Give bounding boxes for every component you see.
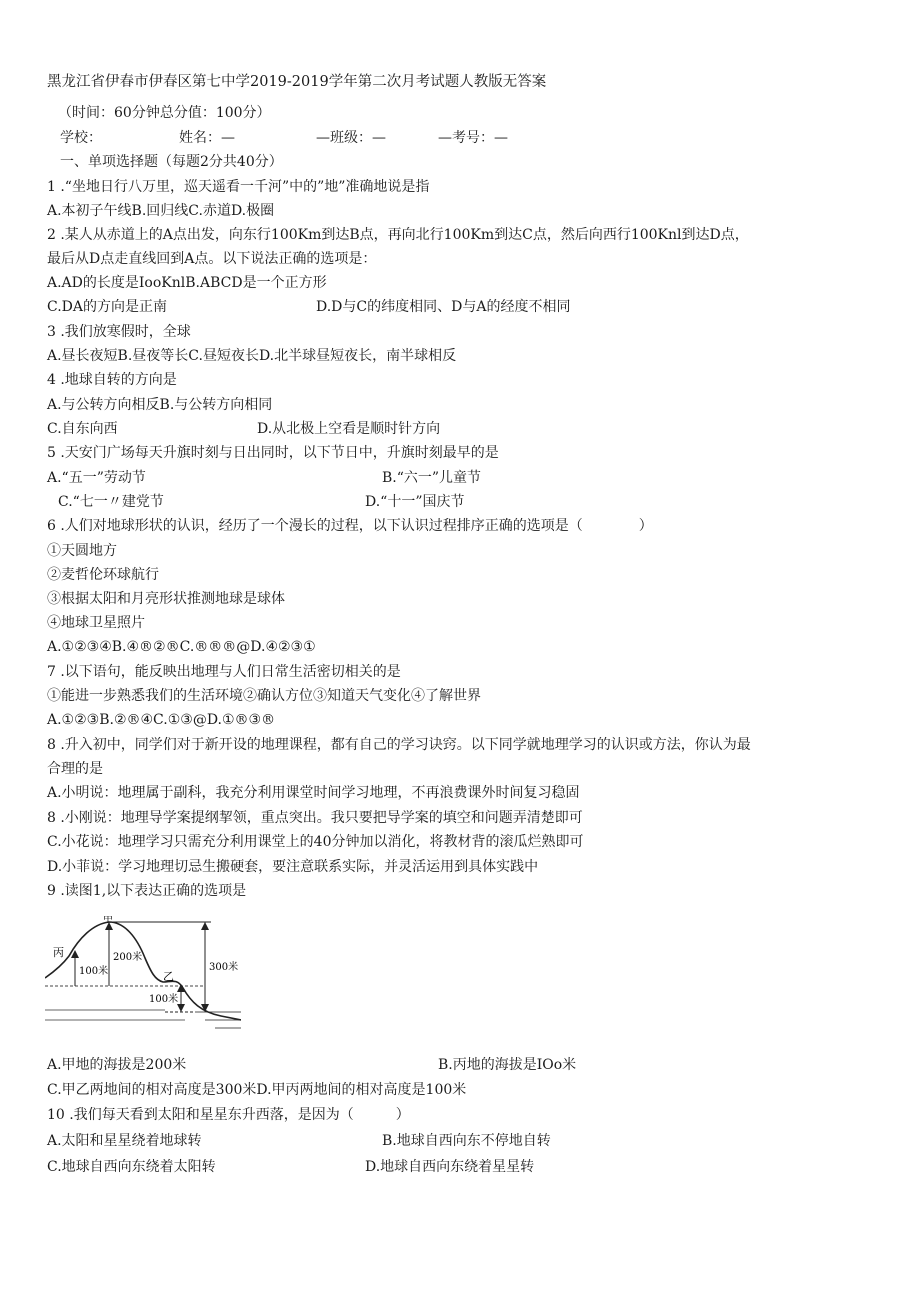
question-6-item-3: ③根据太阳和月亮形状推测地球是球体 xyxy=(47,591,285,607)
question-9-stem: 9 .读图1,以下表达正确的选项是 xyxy=(47,883,247,899)
question-6-item-4: ④地球卫星照片 xyxy=(47,615,145,631)
question-8-stem-cont: 合理的是 xyxy=(47,761,103,777)
question-9-option-b: B.丙地的海拔是IOo米 xyxy=(438,1057,577,1073)
label-bing: 丙 xyxy=(53,946,64,959)
figure-1-terrain-profile xyxy=(45,916,241,1038)
question-10-option-d: D.地球自西向东绕着星星转 xyxy=(365,1159,535,1175)
question-7-stem: 7 .以下语句，能反映出地理与人们日常生活密切相关的是 xyxy=(47,664,401,680)
label-jia: 甲 xyxy=(103,916,113,925)
question-4-option-ab: A.与公转方向相反B.与公转方向相同 xyxy=(47,397,273,413)
question-2-stem: 2 .某人从赤道上的A点出发，向东行100Km到达B点，再向北行100Km到达C点，然后向西行100Knl到达D点， xyxy=(47,227,749,243)
question-2-stem-cont: 最后从D点走直线回到A点。以下说法正确的选项是： xyxy=(47,251,377,267)
name-field-label: 姓名：— xyxy=(179,130,235,146)
height-300-bottom-arrow xyxy=(201,1004,209,1012)
question-10-option-b: B.地球自西向东不停地自转 xyxy=(382,1133,551,1149)
question-9-option-cd: C.甲乙两地间的相对高度是300米D.甲丙两地间的相对高度是100米 xyxy=(47,1082,467,1098)
question-7-options: A.①②③B.②®④C.①③@D.①®③® xyxy=(47,712,276,728)
question-8-option-b: 8 .小刚说：地理导学案提纲挈领，重点突出。我只要把导学案的填空和问题弄清楚即可 xyxy=(47,810,583,826)
question-4-stem: 4 .地球自转的方向是 xyxy=(47,372,177,388)
question-1-stem: 1 .“坐地日行八万里，巡天遥看一千河”中的”地”准确地说是指 xyxy=(47,179,430,195)
class-field-label: —班级：— xyxy=(316,130,386,146)
section-heading: 一、单项选择题（每题2分共40分） xyxy=(60,154,283,170)
school-field-label: 学校： xyxy=(60,130,102,146)
question-8-option-a: A.小明说：地理属于副科，我充分利用课堂时间学习地理，不再浪费课外时间复习稳固 xyxy=(47,785,580,801)
height-100b-bottom-arrow xyxy=(177,1004,185,1012)
question-9-option-a: A.甲地的海拔是200米 xyxy=(47,1057,187,1073)
question-6-options: A.①②③④B.④®②®C.®®®@D.④②③① xyxy=(47,639,316,655)
label-300m: 300米 xyxy=(209,962,239,973)
question-4-option-c: C.自东向西 xyxy=(47,421,118,437)
exam-number-field-label: —考号：— xyxy=(438,130,508,146)
time-score-line: （时间：60分钟总分值：100分） xyxy=(58,105,271,121)
question-2-option-ab: A.AD的长度是IooKnlB.ABCD是一个正方形 xyxy=(47,275,327,291)
question-5-option-d: D.“十一”国庆节 xyxy=(365,494,465,510)
height-300-top-arrow xyxy=(201,922,209,930)
question-10-stem: 10 .我们每天看到太阳和星星东升西落，是因为（ ） xyxy=(47,1107,410,1123)
question-2-option-c: C.DA的方向是正南 xyxy=(47,299,167,315)
question-5-option-b: B.“六一”儿童节 xyxy=(382,470,482,486)
question-10-option-a: A.太阳和星星绕着地球转 xyxy=(47,1133,202,1149)
label-100m-b: 100米 xyxy=(149,994,179,1005)
question-8-option-d: D.小菲说：学习地理切忌生搬硬套，要注意联系实际，并灵活运用到具体实践中 xyxy=(47,859,539,875)
question-7-items: ①能进一步熟悉我们的生活环境②确认方位③知道天气变化④了解世界 xyxy=(47,688,481,704)
question-6-item-1: ①天圆地方 xyxy=(47,543,117,559)
question-5-option-a: A.“五一”劳动节 xyxy=(47,470,146,486)
question-3-stem: 3 .我们放寒假时，全球 xyxy=(47,324,191,340)
label-200m: 200米 xyxy=(113,952,143,963)
question-6-stem: 6 .人们对地球形状的认识，经历了一个漫长的过程，以下认识过程排序正确的选项是（ ） xyxy=(47,518,653,534)
question-1-options: A.本初子午线B.回归线C.赤道D.极圈 xyxy=(47,203,275,219)
terrain-profile-svg xyxy=(45,916,241,1038)
label-yi: 乙 xyxy=(163,970,174,983)
label-100m-a: 100米 xyxy=(79,966,109,977)
question-8-option-c: C.小花说：地理学习只需充分利用课堂上的40分钟加以消化，将教材背的滚瓜烂熟即可 xyxy=(47,834,584,850)
question-4-option-d: D.从北极上空看是顺时针方向 xyxy=(257,421,441,437)
question-2-option-d: D.D与C的纬度相同、D与A的经度不相同 xyxy=(316,299,571,315)
document-title: 黑龙江省伊春市伊春区第七中学2019-2019学年第二次月考试题人教版无答案 xyxy=(47,74,547,90)
question-8-stem: 8 .升入初中，同学们对于新开设的地理课程，都有自己的学习诀窍。以下同学就地理学习的认识或方法，你认为最 xyxy=(47,737,751,753)
question-5-stem: 5 .天安门广场每天升旗时刻与日出同时，以下节日中，升旗时刻最早的是 xyxy=(47,445,499,461)
question-6-item-2: ②麦哲伦环球航行 xyxy=(47,567,159,583)
question-10-option-c: C.地球自西向东绕着太阳转 xyxy=(47,1159,216,1175)
question-5-option-c: C.“七一〃建党节 xyxy=(58,494,164,510)
question-3-options: A.昼长夜短B.昼夜等长C.昼短夜长D.北半球昼短夜长，南半球相反 xyxy=(47,348,457,364)
